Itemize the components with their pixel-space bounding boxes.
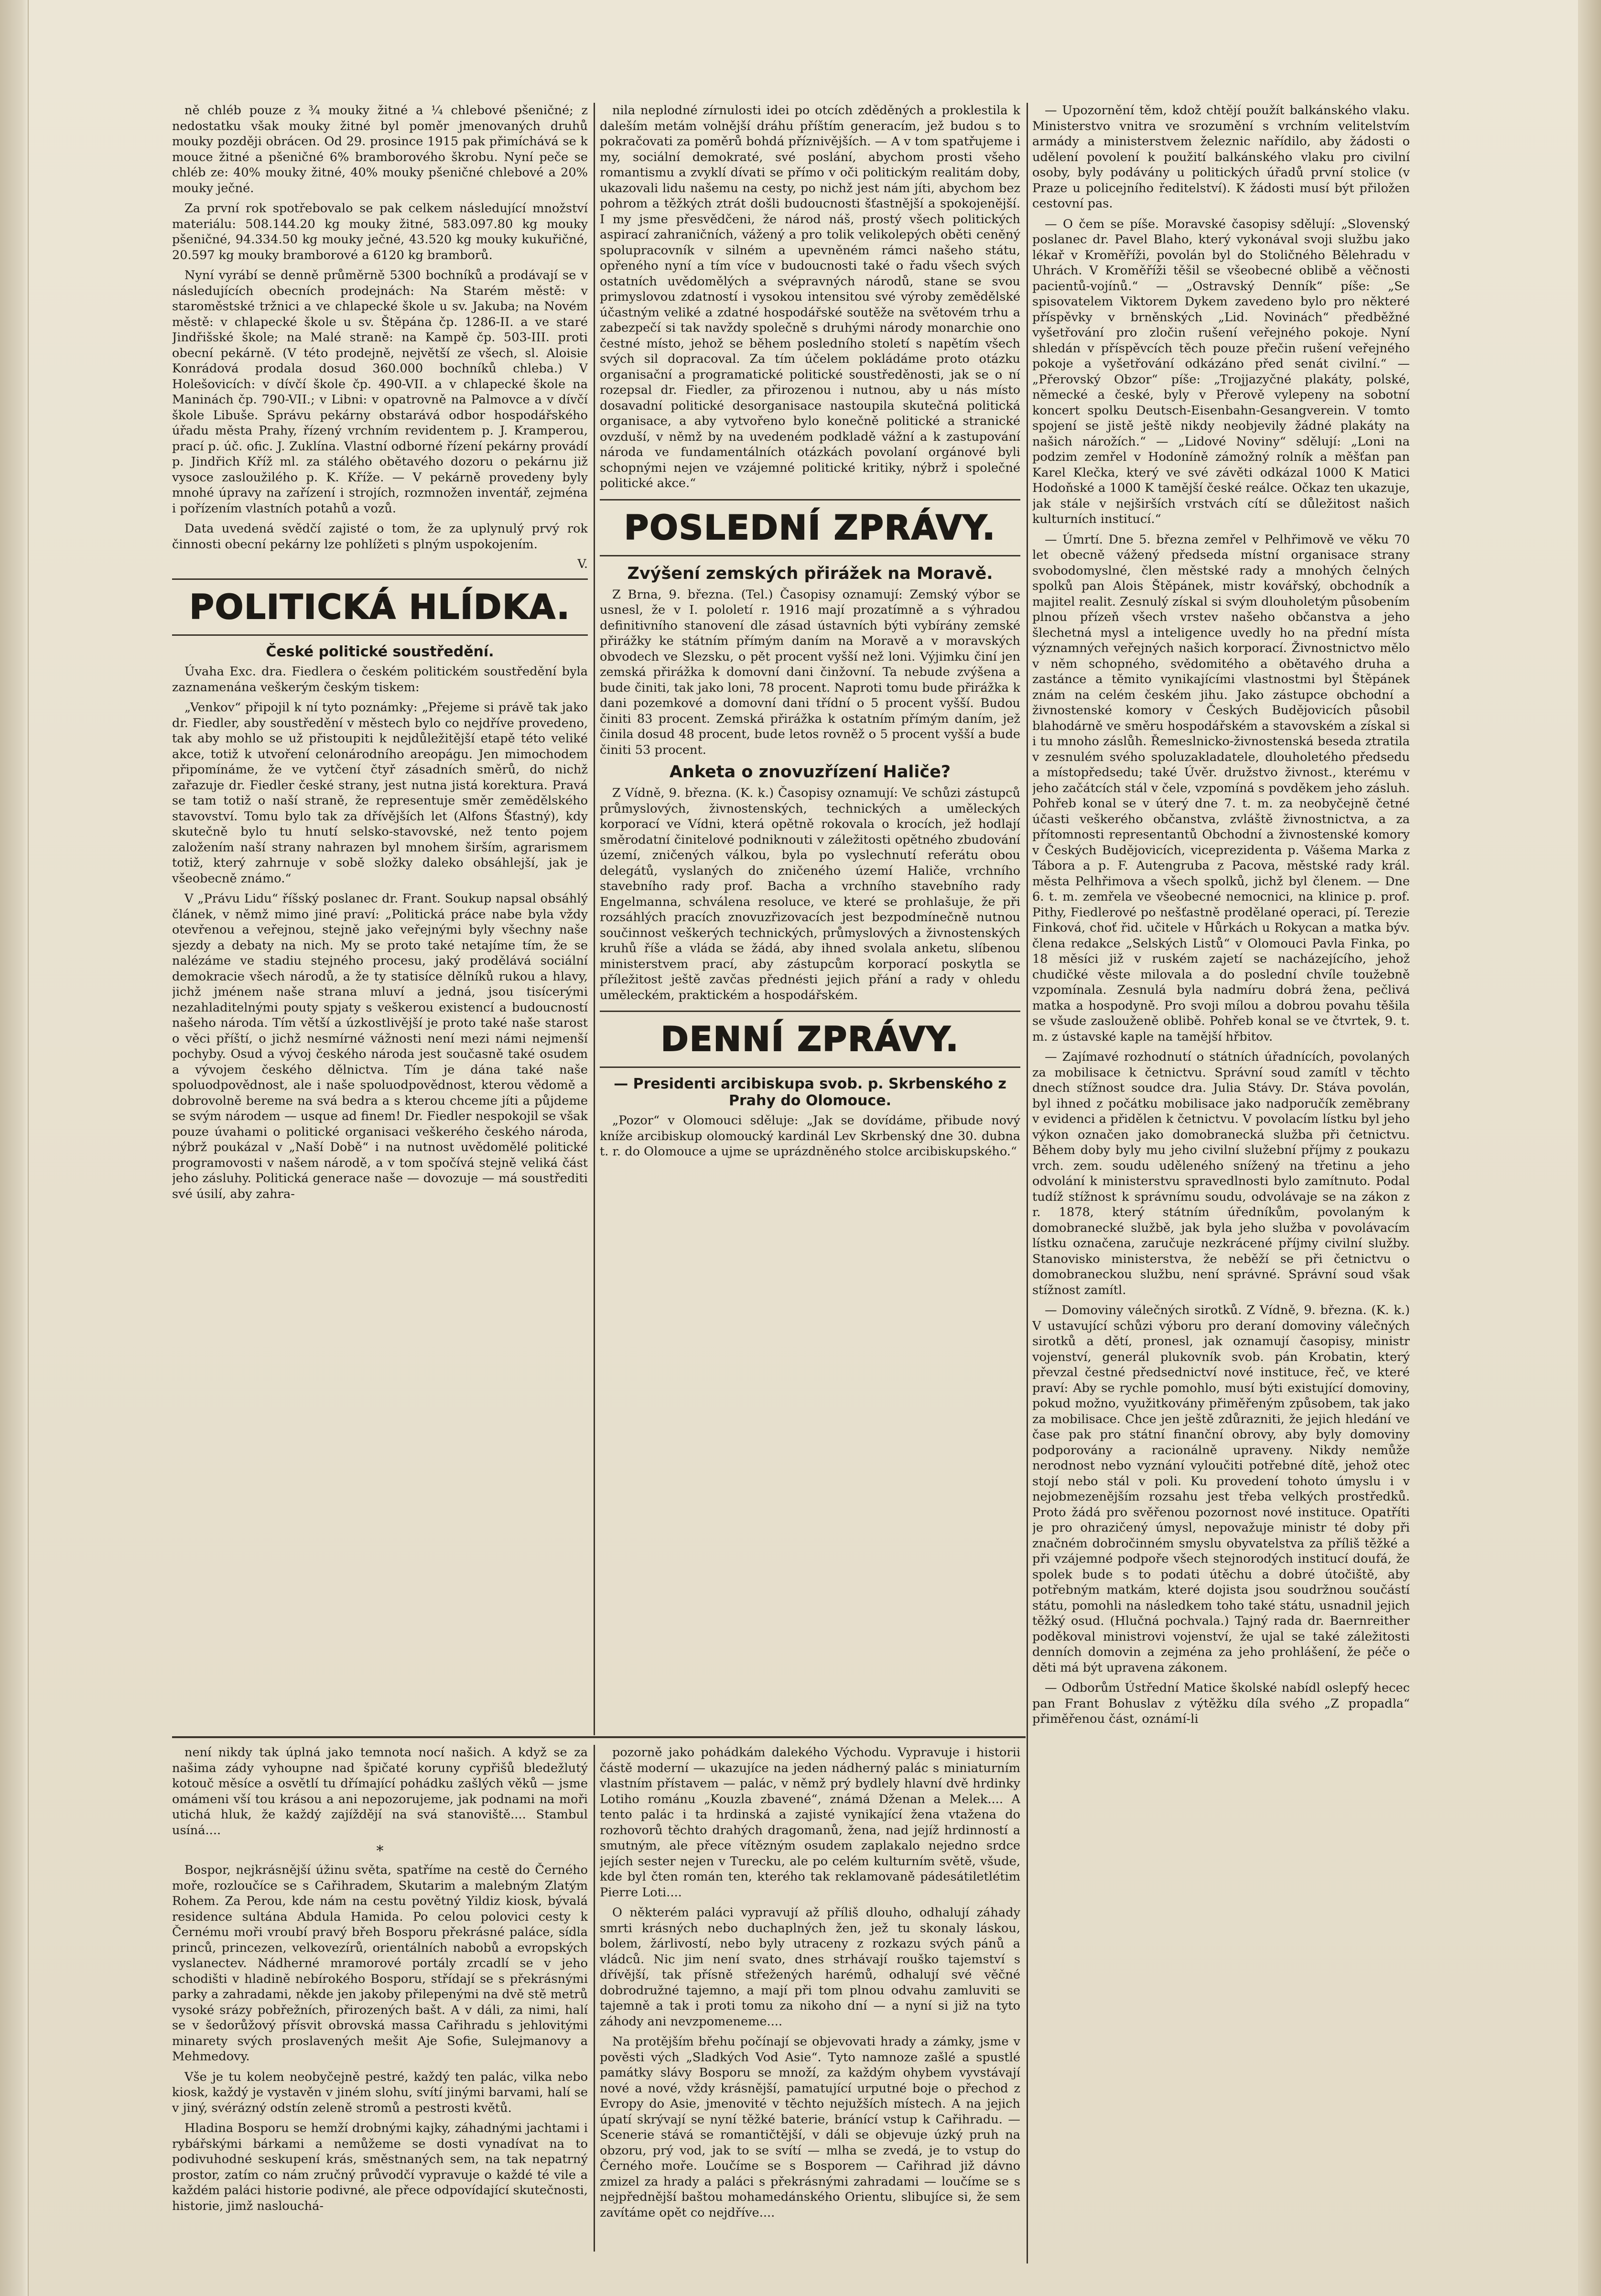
article-headline: — Presidenti arcibiskupa svob. p. Skrbenského z Prahy do Olomouce. [614, 1076, 1006, 1109]
article-headline: Anketa o znovuzřízení Haliče? [669, 762, 951, 782]
article-paragraph: V „Právu Lidu“ říšský poslanec dr. Frant. Soukup napsal obsáhlý článek, v němž mimo jiné praví: „Politická práce nabe byla vždy otevřenou a veřejnou, stejně jako veřejnými byly všechny naše sjezdy a debaty na nich. My se proto také netajíme tím, že se nalézáme ve stadiu stejného procesu, jaký prodělává sociální demokracie všech národů, a že ty statisíce dělníků rukou a hlavy, jichž jménem naše strana mluví a jedná, jsou tisícerými nezahladitelnými pouty spjaty s veškerou existencí a budoucností našeho národa. Tím větší a úzkostlivější je proto také naše starost o věci příští, o jichž nesmírné vážnosti není mezi námi nejmenší pochyby. Osud a vývoj českého národa jest současně také osudem a vývojem českého dělnictva. Tím je dána také naše spoluodpovědnost, ale i naše spoluodpovědnost, kterou vědomě a dobrovolně bereme na svá bedra a s kterou chceme jíti a půjdeme se svým národem — usque ad finem! Dr. Fiedler nespokojil se však pouze úvahami o politické organisaci veškerého českého národa, nýbrž poukázal v „Naší Době“ i na nutnost uvědomělé politické programovosti v našem národě, a v tom spočívá stejně veliká část jeho zásluhy. Politická generace naše — dovozuje — má soustřediti své úsilí, aby zahra- [172, 892, 588, 1201]
article-paragraph: ně chléb pouze z ¾ mouky žitné a ¼ chlebové pšeničné; z nedostatku však mouky žitné byl poměr jmenovaných druhů mouky později obrácen. Od 29. prosince 1915 pak přimíchává se k mouce žitné a pšeničné 6% bramborového škrobu. Nyní peče se chléb ze: 40% mouky žitné, 40% mouky pšeničné chlebové a 20% mouky ječné. [172, 103, 588, 196]
feuilleton-paragraph: Na protějším břehu počínají se objevovati hrady a zámky, jsme v pověsti vých „Sladkých Vod Asie“. Tyto namnoze zašlé a spustlé památky slávy Bosporu se množí, za každým ohybem vyvstávají nové a nové, vždy krásnější, pamatující urputné boje o přechod z Evropy do Asie, jmenovité v těchto nejužších místech. A na jejich úpatí skrývají se nyní těžké baterie, bránící vstup k Cařihradu. — Scenerie stává se romantičtější, v dáli se objevuje úzký pruh na obzoru, prý vod, jak to se svítí — mlha se zvedá, je to vstup do Černého moře. Loučíme se s Bosporem — Cařihrad již dávno zmizel za hrady a paláci s překrásnými zahradami — loučíme se s nejpřednější baštou mohamedánského Orientu, slibujíce si, že sem zavítáme opět co nejdříve.... [600, 2035, 1020, 2220]
section-divider [600, 555, 1020, 556]
column-1 [172, 103, 588, 1733]
feuilleton-paragraph: není nikdy tak úplná jako temnota nocí našich. A když se za našima zády vyhoupne nad špičaté koruny cypřišů bledežlutý kotouč měsíce a osvětlí tu dřímající pohádku zašlých věků — jsme omámeni vší tou krásou a ani nepozorujeme, jak podnami na moři utichá hluk, že každý zajíždějí na svá stanoviště.... Stambul usíná.... [172, 1745, 588, 1838]
article-paragraph: „Venkov“ připojil k ní tyto poznámky: „Přejeme si právě tak jako dr. Fiedler, aby soustředění v městech bylo co nejdříve provedeno, tak aby mohlo se už přistoupiti k nejdůležitější etapě této veliké akce, totiž k utvoření celonárodního areopágu. Jen mimochodem připomínáme, že ve vytčení čtyř zásadních směrů, do nichž zařazuje dr. Fiedler české strany, jest nutna jistá korektura. Pravá se tam totiž o naší straně, že representuje směr zemědělského stavovství. Tomu bylo tak za dřívějších let (Alfons Šťastný), kdy skutečně bylo tu hnutí selsko-stavovské, než tento pojem založením naší strany nahrazen byl mnohem širším, agrarismem totiž, který zahrnuje v sobě složky daleko obsáhlejší, jak je všeobecně známo.“ [172, 700, 588, 886]
article-paragraph: — Domoviny válečných sirotků. Z Vídně, 9. března. (K. k.) V ustavující schůzi výboru pro deraní domoviny válečných sirotků a dětí, pronesl, jak oznamují časopisy, ministr vojenství, generál plukovník svob. pán Krobatin, který převzal čestné předsednictví nové instituce, řeč, ve které praví: Aby se rychle pomohlo, musí býti existující domoviny, pokud možno, využitkovány přiměřeným způsobem, tak jako za mobilisace. Chce jen ještě zdůrazniti, že jejich hledání ve čase pak pro státní finanční obrovy, aby byly domoviny podporovány a racionálně upraveny. Nikdy nemůže nerodnost nebo vyznání vyloučiti potřebné dítě, jehož otec stojí nebo stál v poli. Ku provedení tohoto úmyslu i v nejobmezenějším rozsahu jest třeba velkých prostředků. Proto žádá pro svěřenou pozornost nové instituce. Opatříti je pro ohrazičený úmysl, nepovažuje ministr té doby při značném dobročinném smyslu obyvatelstva za příliš těžké a při vzájemné podpoře všech stejnorodých institucí doufá, že spolek bude s to podati útěchu a dobré útočiště, aby potřebným matkám, které dojista jsou soudržnou součástí státu, pomohli na následkem toho také státu, usnadnil jejich těžký osud. (Hlučná pochvala.) Tajný rada dr. Baernreither poděkoval ministrovi vojenství, že ujal se také záležitosti denních domovin a zejména za jeho prohlášení, že péče o děti má být upravena zákonem. [1032, 1303, 1410, 1675]
section-asterisk: * [376, 1843, 384, 1860]
article-paragraph: Z Brna, 9. března. (Tel.) Časopisy oznamují: Zemský výbor se usnesl, že v I. pololetí r. 1916 mají prozatímně a s výhradou definitivního stanovení dle zásad ústavních býti vybírány zemské přirážky ke státním přímým daním na Moravě a v moravských obvodech ve Slezsku, o pět procent vyšší než loni. Výjimku činí jen zemská přirážka k domovní dani činžovní. Ta nebude zvýšena a bude činiti, tak jako loni, 78 procent. Naproti tomu bude přirážka k dani pozemkové a domovní dani třídní o 5 procent vyšší. Budou činiti 83 procent. Zemská přirážka k ostatním přímým daním, jež činila dosud 48 procent, bude letos rovněž o 5 procent vyšší a bude činiti 53 procent. [600, 587, 1020, 757]
article-paragraph: — Zajímavé rozhodnutí o státních úřadnících, povolaných za mobilisace k četnictvu. Správní soud zamítl v těchto dnech stížnost soudce dra. Julia Stávy. Dr. Stáva povolán, byl ihned z počátku mobilisace jako nadporučík zeměbrany v evidenci a přidělen k četnictvu. V povolacím lístku byl jeho výkon označen jako domobranecká služba při četnictvu. Během doby byly mu jeho civilní služební příjmy z poukazu vrch. zem. soudu uděleného snížený na třetinu a jeho odvolání k ministerstvu spravedlnosti bylo zamítnuto. Podal tudíž stížnost k správnímu soudu, odvolávaje se na zákon z r. 1878, který státním úředníkům, povolaným k domobranecké službě, jak byla jeho služba v povolávacím lístku označena, zaručuje nezkrácené příjmy civilní služby. Stanovisko ministerstva, že neběží se při četnictvu o domobraneckou službu, není správné. Správní soud však stížnost zamítl. [1032, 1050, 1410, 1297]
article-paragraph: „Pozor“ v Olomouci sděluje: „Jak se dovídáme, přibude nový kníže arcibiskup olomoucký kardinál Lev Skrbenský dne 30. dubna t. r. do Olomouce a ujme se uprázdněného stolce arcibiskupského.“ [600, 1113, 1020, 1159]
article-paragraph: — Odborům Ústřední Matice školské nabídl oslepfý hecec pan Frant Bohuslav z výtěžku díla svého „Z propadla“ přiměřenou část, oznámí-li [1032, 1681, 1410, 1726]
article-paragraph: — Úmrtí. Dne 5. března zemřel v Pelhřimově ve věku 70 let obecně vážený předseda místní organisace strany svobodomyslné, člen městské rady a mnohých čelných spolků pan Alois Štěpánek, mistr kovářský, obchodník a majitel realit. Zesnulý získal si svým dlouholetým působením plnou přízeň všech vrstev našeho občanstva a jeho šlechetná mysl a inteligence uvedly ho na přední místa významných veřejných našich korporací. Živnostnictvo mělo v něm schopného, svědomitého a obětavého druha a zastánce a těmito vynikajícími vlastnostmi byl Štěpánek znám na celém českém jihu. Jako zástupce obchodní a živnostenské komory v Českých Budějovicích působil blahodárně ve směru hospodářském a stavovském a získal si i tu mnoho záslůh. Řemeslnicko-živnostenská beseda ztratila v zesnulém svého spoluzakladatele, dlouholetého předsedu a místopředsedu; také Úvěr. družstvo živnost., kterému v jeho začátcích stál v čele, vzpomíná s povděkem jeho zásluh. Pohřeb konal se v úterý dne 7. t. m. za neobyčejně četné účasti veškerého občanstva, zvláště živnostnictva, a za přítomnosti representantů Obchodní a živnostenské komory v Českých Budějovicích, viceprezidenta p. Vášema Marka z Tábora a p. F. Autengruba z Pacova, městské rady král. města Pelhřimova a všech spolků, jichž byl členem. — Dne 6. t. m. zemřela ve všeobecné nemocnici, na klinice p. prof. Pithy, Fiedlerové po nešťastně prodělané operaci, pí. Terezie Finková, choť řid. učitele v Hůrkách u Rokycan a matka býv. člena redakce „Selských Listů“ v Olomouci Pavla Finka, po 18 měsíci již v ruském zajetí se nacházejícího, jehož chudičké věste milovala a do poslední chvíle toužebně vzpomínala. Zesnulá byla nadmíru dobrá žena, pečlivá matka a hospodyně. Pro svoji mílou a dobrou povahu těšila se všude zaslouženě oblibě. Pohřeb konal se ve čtvrtek, 9. t. m. z ústavské kaple na tamější hřbitov. [1032, 532, 1410, 1044]
page-binding-edge [1578, 0, 1601, 2296]
column-rule [594, 1745, 595, 2252]
section-divider [600, 1066, 1020, 1068]
feuilleton-column-1 [172, 1745, 588, 2252]
section-divider [600, 499, 1020, 501]
feuilleton-paragraph: O některém paláci vypravují až příliš dlouho, odhalují záhady smrti krásných nebo duchaplných žen, jež tu skonaly láskou, bolem, žárlivostí, nebo byly utraceny z rozkazu svých pánů a vládců. Nic jim není svato, dnes strhávají rouško tajemství s dřívější, tak přísně střežených harémů, odhalují své věčné dobrodružné tajemno, a mají při tom plnou odvahu zamluviti se tajemně a tak i proti tomu za nikoho dní — a nyní si již na tyto záhody ani nevzpomeneme.... [600, 1905, 1020, 2029]
article-paragraph: — O čem se píše. Moravské časopisy sdělují: „Slovenský poslanec dr. Pavel Blaho, který vykonával svoji službu jako lékař v Kroměříži, povolán byl do Stoličného Bělehradu v Uhrách. V Kroměříži těšil se všeobecné oblibě a věčnosti pacientů-vojínů.“ — „Ostravský Denník“ píše: „Se spisovatelem Viktorem Dykem zavedeno bylo pro některé příspěvky v brněnských „Lid. Novinách“ předběžné vyšetřování pro zločin rušení veřejného pokoje. Nyní shledán v příspěvcích těch pouze přečin rušení veřejného pokoje a vyšetřování odkázáno před senát civilní.“ — „Přerovský Obzor“ píše: „Trojjazyčné plakáty, polské, německé a české, byly v Přerově vylepeny na sobotní koncert spolku Deutsch-Eisenbahn-Gesangverein. V tomto spojení se jistě ještě nikdy neobjevily žádné plakáty na našich nárožích.“ — „Lidové Noviny“ sdělují: „Loni na podzim zemřel v Hodoníně zámožný rolník a měšťan pan Karel Klečka, který ve své závěti odkázal 1000 K Matici Hodoňské a 1000 K tamější české reálce. Očkaz ten ukazuje, jak stále v nejširších vrstvách cítí se důležitost našich kulturních institucí.“ [1032, 217, 1410, 526]
feuilleton-paragraph: pozorně jako pohádkám dalekého Východu. Vypravuje i historii částě moderní — ukazujíce na jeden nádherný palác s miniaturním vlastním přístavem — palác, v němž prý bydlely hlavní dvě hrdinky Lotiho románu „Kouzla zbavené“, známá Dženan a Melek.... A tento palác i ta hrdinská a zajisté vynikající žena vtažena do rozhovorů těchto drahých dragomanů, žena, nad jejíž hrdinností a smutným, ale přece vítězným osudem zaplakalo nejedno srdce jejích sester nejen v Turecku, ale po celém kulturním světě, všude, kde byl čten román ten, kterého tak reklamovaně pádesátiletlétim Pierre Loti.... [600, 1745, 1020, 1900]
article-paragraph: Úvaha Exc. dra. Fiedlera o českém politickém soustředění byla zaznamenána veškerým českým tiskem: [172, 664, 588, 695]
article-paragraph: Nyní vyrábí se denně průměrně 5300 bochníků a prodávají se v následujících obecních prodejnách: Na Starém městě: v staroměstské tržnici a ve chlapecké škole u sv. Jakuba; na Novém městě: v chlapecké škole u sv. Štěpána čp. 1286-II. a ve staré Jindřišské škole; na Malé straně: na Kampě čp. 503-III. proti obecní pekárně. (V této prodejně, největší ze všech, sl. Aloisie Konrádová prodala dosud 360.000 bochníků chleba.) V Holešovicích: v dívčí škole čp. 490-VII. a v chlapecké škole na Maninách čp. 790-VII.; v Libni: v opatrovně na Palmovce a v dívčí škole Libuše. Správu pekárny obstarává odbor hospodářského úřadu města Prahy, řízený vrchním revidentem p. J. Kramperou, prací p. úč. ofic. J. Zuklína. Vlastní odborné řízení pekárny provádí p. Jindřich Kříž ml. za stálého obětavého dozoru o pekárnu již vysoce zasloužilého p. K. Kříže. — V pekárně provedeny byly mnohé úpravy na zařízení i strojích, rozmnožen inventář, zejména i pořízením vlastních potahů a vozů. [172, 268, 588, 516]
section-divider [600, 1011, 1020, 1012]
author-signature: V. [577, 557, 588, 571]
section-divider [172, 634, 588, 636]
article-paragraph: Data uvedená svědčí zajisté o tom, že za uplynulý prvý rok činnosti obecní pekárny lze pohlížeti s plným uspokojením. [172, 522, 588, 552]
section-divider [172, 578, 588, 580]
previous-page-edge [0, 0, 29, 2296]
section-banner-posledni-zpravy: POSLEDNÍ ZPRÁVY. [624, 508, 996, 547]
article-paragraph: — Upozornění těm, kdož chtějí použít balkánského vlaku. Ministerstvo vnitra ve srozumění s vrchním velitelstvím armády a ministerstvem železnic nařídilo, aby žádosti o udělení povolení k použití balkánského vlaku pro civilní osoby, byly podávány u politických úřadů první stolice (v Praze u policejního ředitelství). K žádosti musí být přiložen cestovní pas. [1032, 103, 1410, 211]
feuilleton-rule [172, 1736, 1026, 1738]
section-banner-politicka-hlidka: POLITICKÁ HLÍDKA. [189, 588, 571, 627]
section-banner-denni-zpravy: DENNÍ ZPRÁVY. [660, 1020, 960, 1059]
feuilleton-paragraph: Bospor, nejkrásnější úžinu světa, spatříme na cestě do Černého moře, rozloučíce se s Cařihradem, Skutarim a malebným Zlatým Rohem. Za Perou, kde nám na cestu povětný Yildiz kiosk, bývalá residence sultána Abdula Hamida. Po celou polovici cesty k Černému moři vroubí pravý břeh Bosporu překrásné paláce, sídla princů, princezen, velkovezírů, orientálních nabobů a evropských vyslanectev. Nádherné mramorové portály zrcadlí se v jeho schodišti v hladině nebírokého Bosporu, střídají se s překrásnými parky a zahradami, někde jen jakoby přilepenými na dvě stě metrů vysoké srázy pobřežních, přirozených bašt. A v dáli, za nimi, halí se v šedorůžový přísvit obrovská massa Cařihradu s jehlovitými minarety svých proslavených mešit Aje Sofie, Sulejmanovy a Mehmedovy. [172, 1863, 588, 2064]
feuilleton-paragraph: Vše je tu kolem neobyčejně pestré, každý ten palác, vilka nebo kiosk, každý je vystavěn v jiném slohu, svítí jinými barvami, halí se v jiný, svérázný odstín zeleně stromů a pestrosti květů. [172, 2069, 588, 2115]
column-3 [1032, 103, 1410, 2263]
column-rule [1027, 103, 1028, 2263]
article-paragraph: nila neplodné zírnulosti idei po otcích zděděných a proklestila k daleším metám volnější dráhu příštím generacím, jež budou s to pokračovati za poměrů bohdá příznivějších. — A v tom spatřujeme i my, sociální demokraté, své poslání, abychom prosti všeho romantismu a zvyklí dívati se přímo v oči politickým realitám doby, ukazovali lidu našemu na cesty, po nichž jest nám jíti, abychom bez pohrom a těžkých ztrát došli budoucnosti šťastnější a spokojenější. I my jsme přesvědčeni, že národ náš, prostý všech politických aspirací zahraničních, vážený a pro tolik velikolepých oběti ceněný spolupracovník v silném a upevněném rámci našeho státu, opřeného nyní a tím více v budoucnosti také o řadu všech svých ostatních uvědomělých a svépravných národů, stane se svou primyslovou zdatností i vysokou intensitou své výroby zemědělské účastným veliké a zdatné hospodářské soutěže na světovém trhu a zabezpečí si tak navždy společně s druhými národy monarchie ono čestné místo, jehož se během posledního století s napětím všech svých sil dopracoval. Za tím účelem pokládáme proto otázku organisační a programatické politické soustředěnosti, jak se o ní rozepsal dr. Fiedler, za přirozenou i nutnou, aby u nás místo dosavadní politické desorganisace nastoupila skutečná politická organisace, a aby vytvořeno bylo konečně politické a stranické ovzduší, v němž by na uvedeném podkladě vážní a k zastupování národa ve fundamentálních otázkách povolaní orgánové byli schopnými nejen ve vzájemné politické kritiky, nýbrž i společné politické akce.“ [600, 103, 1020, 490]
feuilleton-column-2 [600, 1745, 1020, 2252]
article-paragraph: Z Vídně, 9. března. (K. k.) Časopisy oznamují: Ve schůzi zástupců průmyslových, živnostenských, technických a uměleckých korporací ve Vídni, která opětně rokovala o krocích, jež hodlají směrodatní činitelové podniknouti v záležitosti opětného zbudování území, zničených válkou, byla po vyslechnutí referátu obou delegátů, vyslaných do zničeného území Haliče, vrchního stavebního rady prof. Bacha a vrchního stavebního rady Engelmanna, schválena resoluce, ve které se prohlašuje, že při rozsáhlých pracích znovuzřizovacích jest bezpodmínečně nutnou součinnost veškerých technických, průmyslových a živnostenských kruhů říše a vláda se žádá, aby ihned svolala anketu, slíbenou ministerstvem prací, aby zástupcům korporací poskytla se příležitost ještě zavčas přednésti jejich přání a rady v ohledu uměleckém, praktickém a hospodářském. [600, 786, 1020, 1002]
article-paragraph: Za první rok spotřebovalo se pak celkem následující množství materiálu: 508.144.20 kg mouky žitné, 583.097.80 kg mouky pšeničné, 94.334.50 kg mouky ječné, 43.520 kg mouky kukuřičné, 20.597 kg mouky bramborové a 6120 kg bramborů. [172, 201, 588, 262]
feuilleton-paragraph: Hladina Bosporu se hemží drobnými kajky, záhadnými jachtami i rybářskými bárkami a nemůžeme se dosti vynadívat na to podivuhodné seskupení krás, směstnaných sem, na tak nepatrný prostor, zatím co nám zručný průvodčí vypravuje o každé té vile a každém paláci historie podivné, ale přece odpovídající skutečnosti, historie, jimž naslouchá- [172, 2121, 588, 2213]
column-2 [600, 103, 1020, 1470]
article-headline: Zvýšení zemských přirážek na Moravě. [627, 564, 993, 583]
article-headline: České politické soustředění. [266, 643, 494, 660]
column-rule [594, 103, 595, 1735]
